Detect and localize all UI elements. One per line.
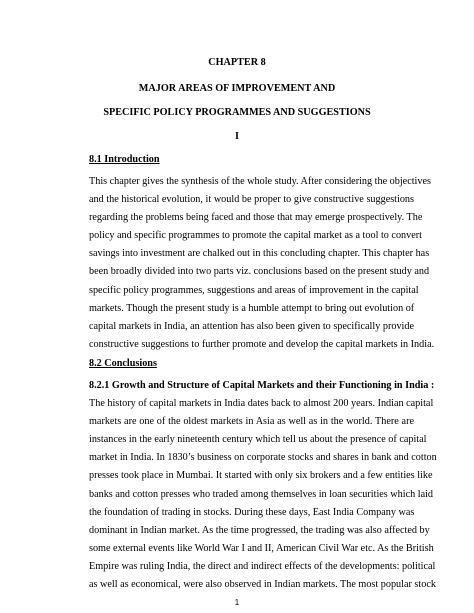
paragraph-line: market in India. In 1830’s business on corporate stocks and shares in bank and cotton xyxy=(89,452,437,464)
paragraph-line: This chapter gives the synthesis of the whole study. After considering the objectives xyxy=(89,176,431,187)
paragraph-line: regarding the problems being faced and those that may emerge prospectively. The xyxy=(89,212,423,224)
chapter-title-line-2: SPECIFIC POLICY PROGRAMMES AND SUGGESTIONS xyxy=(103,107,371,118)
section-title-introduction: 8.1 Introduction xyxy=(89,154,160,165)
paragraph-line: as well as economical, were also observed in Indian markets. The most popular stock xyxy=(89,579,436,591)
paragraph-line: presses took place in Mumbai. It started with only six brokers and a few entities like xyxy=(89,470,433,482)
growth-structure-paragraph xyxy=(89,377,437,594)
paragraph-line: policy and specific programmes to promote the capital market as a tool to convert xyxy=(89,230,422,242)
chapter-label: CHAPTER 8 xyxy=(208,57,266,68)
paragraph-line: instances in the early nineteenth century which tell us about the presence of capital xyxy=(89,434,427,446)
paragraph-line: markets. Though the present study is a humble attempt to bring out evolution of xyxy=(89,302,415,314)
section-title-conclusions: 8.2 Conclusions xyxy=(89,358,157,369)
paragraph-line: some external events like World War I and II, American Civil War etc. As the British xyxy=(89,542,434,554)
paragraph-line: markets are one of the oldest markets in Asia as well as in the world. There are xyxy=(89,416,414,428)
paragraph-line: Empire was ruling India, the direct and indirect effects of the developments: political xyxy=(89,560,436,572)
paragraph-line: and the historical evolution, it would be proper to give constructive suggestions xyxy=(89,194,414,206)
page-number: 1 xyxy=(234,598,240,607)
paragraph-line: The history of capital markets in India dates back to almost 200 years. Indian capital xyxy=(89,398,434,410)
chapter-title-line-1: MAJOR AREAS OF IMPROVEMENT AND xyxy=(138,83,336,94)
paragraph-line: dominant in Indian market. As the time progressed, the trading was also affected by xyxy=(89,524,430,536)
part-numeral: I xyxy=(235,131,239,142)
paragraph-line: the foundation of trading in stocks. During these days, East India Company was xyxy=(89,506,415,518)
paragraph-line: savings into investment are chalked out in this concluding chapter. This chapter has xyxy=(89,248,430,260)
paragraph-line: constructive suggestions to further promote and develop the capital markets in India. xyxy=(89,338,435,350)
paragraph-line: banks and cotton presses who traded among themselves in loan securities which laid xyxy=(89,488,434,500)
introduction-paragraph xyxy=(89,173,435,354)
paragraph-line: capital markets in India, an attention has also been given to specifically provide xyxy=(89,320,414,332)
paragraph-line: been broadly divided into two parts viz. conclusions based on the present study and xyxy=(89,266,430,278)
subsection-title: 8.2.1 Growth and Structure of Capital Markets and their Functioning in India : xyxy=(89,380,435,391)
paragraph-line: specific policy programmes, suggestions and areas of improvement in the capital xyxy=(89,284,419,296)
